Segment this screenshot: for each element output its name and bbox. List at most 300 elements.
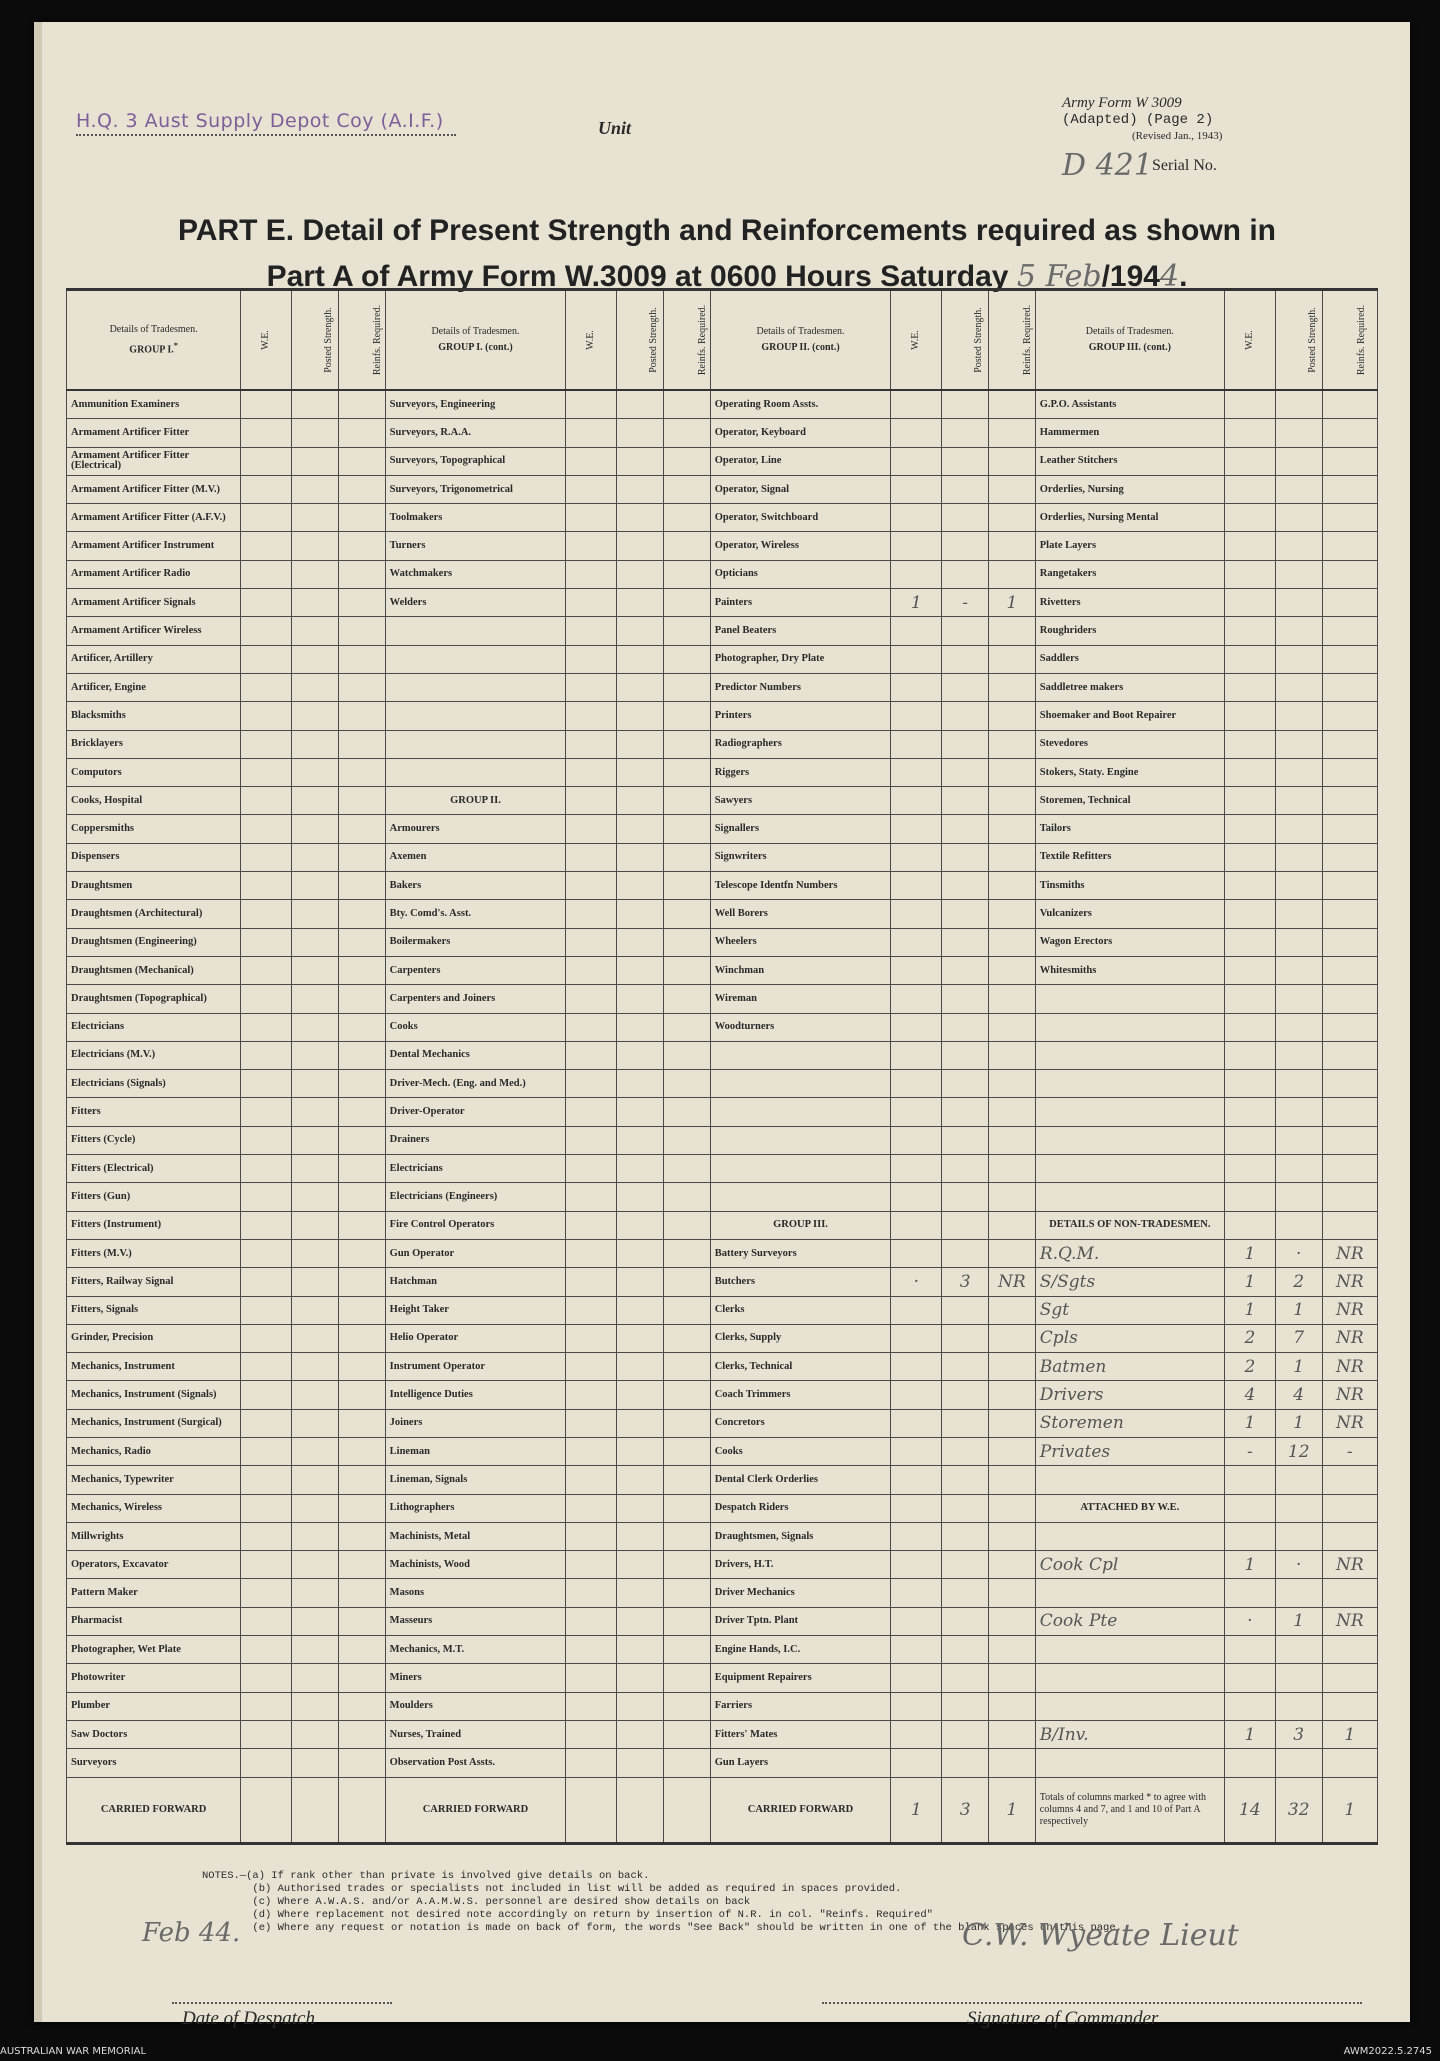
count-cell [1224, 1664, 1275, 1692]
count-cell [292, 985, 339, 1013]
count-cell [663, 900, 710, 928]
table-row [67, 730, 1378, 758]
count-cell [663, 1183, 710, 1211]
count-cell [663, 1466, 710, 1494]
count-cell [1275, 1070, 1322, 1098]
count-cell [566, 1579, 617, 1607]
trade-cell: Coppersmiths [67, 815, 241, 843]
count-cell [663, 1551, 710, 1579]
count-cell [891, 815, 942, 843]
count-cell [989, 1409, 1036, 1437]
count-cell [1275, 872, 1322, 900]
count-cell [663, 1211, 710, 1239]
count-cell [292, 1183, 339, 1211]
count-cell: 3 [942, 1268, 989, 1296]
count-cell [292, 1720, 339, 1748]
despatch-label: Date of Despatch [182, 2008, 315, 2029]
trade-cell: Armament Artificer Wireless [67, 617, 241, 645]
count-cell [663, 985, 710, 1013]
count-cell [1275, 1579, 1322, 1607]
header-group-label [1040, 343, 1220, 353]
count-cell [292, 1466, 339, 1494]
count-cell [338, 1098, 385, 1126]
table-row [67, 1268, 1378, 1296]
serial-label: Serial No. [1152, 157, 1217, 174]
table-row [67, 617, 1378, 645]
count-cell [1275, 956, 1322, 984]
carried-forward-label: CARRIED FORWARD [385, 1777, 566, 1843]
unit-label: Unit [598, 118, 632, 138]
count-cell [292, 730, 339, 758]
count-cell [891, 985, 942, 1013]
trade-cell [1035, 1692, 1224, 1720]
count-cell [292, 1041, 339, 1069]
trade-cell: Draughtsmen (Topographical) [67, 985, 241, 1013]
trade-cell: Fitters, Railway Signal [67, 1268, 241, 1296]
trade-cell: Mechanics, Instrument (Surgical) [67, 1409, 241, 1437]
count-cell [292, 504, 339, 532]
count-cell [663, 1409, 710, 1437]
count-cell [292, 419, 339, 447]
count-cell [617, 1636, 664, 1664]
count-cell [891, 617, 942, 645]
trade-cell: ATTACHED BY W.E. [1035, 1494, 1224, 1522]
count-cell [566, 1013, 617, 1041]
count-cell [663, 1041, 710, 1069]
trade-cell: Printers [710, 702, 891, 730]
table-row [67, 447, 1378, 475]
count-cell [891, 872, 942, 900]
count-cell [241, 1692, 292, 1720]
table-row [67, 1437, 1378, 1465]
year-handwritten: 4 [1159, 259, 1180, 294]
trade-cell [1035, 1070, 1224, 1098]
count-cell [989, 419, 1036, 447]
count-cell: - [1224, 1437, 1275, 1465]
count-cell [338, 1268, 385, 1296]
count-cell [566, 1183, 617, 1211]
count-cell [989, 1664, 1036, 1692]
count-cell [1322, 560, 1377, 588]
trade-cell: Carpenters [385, 956, 566, 984]
count-cell [1322, 1522, 1377, 1550]
count-cell [1322, 1636, 1377, 1664]
count-cell [566, 1692, 617, 1720]
count-cell [1322, 532, 1377, 560]
trade-cell: Wagon Erectors [1035, 928, 1224, 956]
despatch-line [172, 2002, 392, 2004]
count-cell [566, 1098, 617, 1126]
count-cell [1224, 1155, 1275, 1183]
count-cell [1322, 1579, 1377, 1607]
note-c: (c) Where A.W.A.S. and/or A.A.M.W.S. personnel are desired show details on back [202, 1896, 751, 1908]
count-cell [891, 1013, 942, 1041]
trade-cell [385, 702, 566, 730]
count-cell [566, 532, 617, 560]
count-cell [1322, 1070, 1377, 1098]
trade-cell: Driver-Operator [385, 1098, 566, 1126]
count-cell [338, 1155, 385, 1183]
table-row [67, 589, 1378, 617]
count-cell [338, 532, 385, 560]
signature-label: Signature of Commander [967, 2008, 1159, 2029]
count-cell [1322, 1183, 1377, 1211]
trade-cell: Moulders [385, 1692, 566, 1720]
header-reinfs [989, 290, 1036, 391]
count-cell [617, 447, 664, 475]
count-cell [942, 1239, 989, 1267]
trade-cell: Panel Beaters [710, 617, 891, 645]
table-row [67, 843, 1378, 871]
count-cell [891, 1155, 942, 1183]
count-cell [942, 1381, 989, 1409]
count-cell [566, 1126, 617, 1154]
count-cell [891, 475, 942, 503]
count-cell [942, 1041, 989, 1069]
table-row [67, 645, 1378, 673]
count-cell [942, 1749, 989, 1777]
trade-cell: R.Q.M. [1035, 1239, 1224, 1267]
trade-cell: Sawyers [710, 787, 891, 815]
count-cell [1322, 872, 1377, 900]
count-cell [1275, 504, 1322, 532]
trade-cell: Dental Clerk Orderlies [710, 1466, 891, 1494]
trade-cell: Draughtsmen (Mechanical) [67, 956, 241, 984]
count-cell [292, 787, 339, 815]
archive-ref: AWM2022.5.2745 [1343, 2046, 1432, 2057]
count-cell [663, 475, 710, 503]
table-row [67, 1692, 1378, 1720]
count-cell: 2 [1224, 1353, 1275, 1381]
count-cell [989, 730, 1036, 758]
count-cell [942, 447, 989, 475]
count-cell [989, 787, 1036, 815]
trade-cell [385, 645, 566, 673]
trade-cell: Mechanics, M.T. [385, 1636, 566, 1664]
trade-cell: G.P.O. Assistants [1035, 390, 1224, 419]
trade-cell [710, 1183, 891, 1211]
trade-cell: Electricians (Engineers) [385, 1183, 566, 1211]
count-cell [1224, 589, 1275, 617]
trade-cell [710, 1070, 891, 1098]
table-row [67, 1211, 1378, 1239]
count-cell [663, 617, 710, 645]
count-cell [241, 617, 292, 645]
count-cell [566, 447, 617, 475]
count-cell: 1 [1224, 1239, 1275, 1267]
count-cell [241, 1749, 292, 1777]
count-cell: NR [1322, 1381, 1377, 1409]
count-cell [942, 1324, 989, 1352]
count-cell [942, 1183, 989, 1211]
count-cell [989, 1155, 1036, 1183]
header-we [1224, 290, 1275, 391]
count-cell [663, 532, 710, 560]
trade-cell: Tailors [1035, 815, 1224, 843]
trade-cell: Masons [385, 1579, 566, 1607]
header-group-label [71, 341, 236, 355]
count-cell [241, 1098, 292, 1126]
count-cell: 3 [1275, 1720, 1322, 1748]
count-cell [1322, 787, 1377, 815]
count-cell [989, 1692, 1036, 1720]
count-cell [1275, 702, 1322, 730]
trade-cell: Draughtsmen, Signals [710, 1522, 891, 1550]
count-cell [292, 1239, 339, 1267]
trade-cell: Plate Layers [1035, 532, 1224, 560]
form-sheet [34, 22, 1410, 2029]
count-cell [566, 1494, 617, 1522]
count-cell [617, 1522, 664, 1550]
trade-cell: Dispensers [67, 843, 241, 871]
count-cell [292, 1296, 339, 1324]
count-cell [989, 475, 1036, 503]
trade-cell: Privates [1035, 1437, 1224, 1465]
count-cell [1275, 1183, 1322, 1211]
count-cell: NR [1322, 1296, 1377, 1324]
trade-cell: Joiners [385, 1409, 566, 1437]
count-cell [292, 1098, 339, 1126]
count-cell [292, 390, 339, 419]
table-row [67, 1041, 1378, 1069]
count-cell [241, 1522, 292, 1550]
trade-cell: Observation Post Assts. [385, 1749, 566, 1777]
count-cell [891, 928, 942, 956]
count-cell [1275, 475, 1322, 503]
count-cell [292, 1353, 339, 1381]
count-cell [663, 447, 710, 475]
count-cell [1322, 1098, 1377, 1126]
trade-cell: Saw Doctors [67, 1720, 241, 1748]
trade-cell: Orderlies, Nursing Mental [1035, 504, 1224, 532]
trade-cell: Operator, Wireless [710, 532, 891, 560]
trade-cell: Textile Refitters [1035, 843, 1224, 871]
trade-cell: Photographer, Wet Plate [67, 1636, 241, 1664]
count-cell [292, 1324, 339, 1352]
header-reinfs-text: Reinfs. Required. [1355, 304, 1367, 376]
count-cell: 4 [1275, 1381, 1322, 1409]
count-cell [566, 1466, 617, 1494]
count-cell [989, 1239, 1036, 1267]
count-cell [1322, 589, 1377, 617]
count-cell [617, 1296, 664, 1324]
count-cell [989, 532, 1036, 560]
count-cell [1322, 1041, 1377, 1069]
count-cell [617, 1098, 664, 1126]
trade-cell: Draughtsmen (Architectural) [67, 900, 241, 928]
header-we [241, 290, 292, 391]
count-cell [566, 1211, 617, 1239]
count-cell [1275, 1126, 1322, 1154]
group-label-text: GROUP I. (cont.) [438, 342, 513, 353]
trade-cell: Operator, Signal [710, 475, 891, 503]
count-cell [338, 1183, 385, 1211]
trade-cell: Pattern Maker [67, 1579, 241, 1607]
header-we [891, 290, 942, 391]
count-cell [617, 956, 664, 984]
header-posted-text: Posted Strength. [648, 307, 660, 373]
count-cell [989, 956, 1036, 984]
trade-cell: Lineman, Signals [385, 1466, 566, 1494]
trade-cell: Electricians (M.V.) [67, 1041, 241, 1069]
trade-cell: Concretors [710, 1409, 891, 1437]
count-cell [338, 758, 385, 786]
count-cell [292, 617, 339, 645]
trade-cell: Drainers [385, 1126, 566, 1154]
count-cell [338, 872, 385, 900]
count-cell [663, 730, 710, 758]
count-cell [891, 1381, 942, 1409]
count-cell [338, 1494, 385, 1522]
trade-cell: Surveyors, Engineering [385, 390, 566, 419]
trade-cell: Driver Tptn. Plant [710, 1607, 891, 1635]
count-cell [241, 730, 292, 758]
count-cell [942, 985, 989, 1013]
count-cell [942, 673, 989, 701]
count-cell [292, 1749, 339, 1777]
count-cell [891, 730, 942, 758]
count-cell [338, 1466, 385, 1494]
count-cell [942, 1466, 989, 1494]
trade-cell: Drivers, H.T. [710, 1551, 891, 1579]
header-group-3-cont [1035, 290, 1224, 391]
count-cell [1275, 1466, 1322, 1494]
count-cell [891, 1551, 942, 1579]
count-cell [1275, 730, 1322, 758]
count-cell [663, 1126, 710, 1154]
count-cell [292, 1494, 339, 1522]
count-cell: 1 [1224, 1268, 1275, 1296]
count-cell [891, 390, 942, 419]
table-row [67, 475, 1378, 503]
note-b: (b) Authorised trades or specialists not included in list will be added as required in spaces provided. [202, 1883, 902, 1895]
header-reinfs-text: Reinfs. Required. [1022, 304, 1034, 376]
header-details-label: Details of Tradesmen. [431, 326, 520, 337]
count-cell [942, 1098, 989, 1126]
trade-cell: Whitesmiths [1035, 956, 1224, 984]
count-cell: NR [1322, 1551, 1377, 1579]
header-group-1 [67, 290, 241, 391]
count-cell [1322, 673, 1377, 701]
army-form-adapted: (Adapted) (Page 2) [1062, 112, 1214, 128]
trade-cell: Photographer, Dry Plate [710, 645, 891, 673]
header-we-text: W.E. [1243, 330, 1255, 350]
count-cell [566, 1607, 617, 1635]
trade-cell: GROUP III. [710, 1211, 891, 1239]
count-cell [617, 1551, 664, 1579]
table-row [67, 928, 1378, 956]
count-cell [566, 956, 617, 984]
count-cell [891, 1183, 942, 1211]
count-cell [942, 504, 989, 532]
trade-cell: Surveyors, Trigonometrical [385, 475, 566, 503]
count-cell [617, 1324, 664, 1352]
table-row [67, 702, 1378, 730]
count-cell [338, 673, 385, 701]
trade-cell: Turners [385, 532, 566, 560]
count-cell [1275, 617, 1322, 645]
count-cell [989, 1522, 1036, 1550]
trade-cell [710, 1041, 891, 1069]
count-cell [566, 1239, 617, 1267]
trade-cell: Mechanics, Radio [67, 1437, 241, 1465]
count-cell [241, 1664, 292, 1692]
trade-cell: Machinists, Metal [385, 1522, 566, 1550]
count-cell [292, 702, 339, 730]
header-details-label: Details of Tradesmen. [756, 326, 845, 337]
count-cell [241, 1494, 292, 1522]
count-cell [617, 1409, 664, 1437]
trade-cell: Nurses, Trained [385, 1720, 566, 1748]
table-row [67, 1098, 1378, 1126]
count-cell [663, 1155, 710, 1183]
trade-cell: Fitters [67, 1098, 241, 1126]
total-we: 14 [1224, 1777, 1275, 1843]
trade-cell: Draughtsmen [67, 872, 241, 900]
count-cell: NR [989, 1268, 1036, 1296]
count-cell [663, 1324, 710, 1352]
count-cell [1322, 1692, 1377, 1720]
note-d: (d) Where replacement not desired note accordingly on return by insertion of N.R. in col. "Reinfs. Required" [202, 1909, 933, 1921]
count-cell [241, 390, 292, 419]
count-cell [292, 1070, 339, 1098]
table-row [67, 787, 1378, 815]
count-cell [241, 419, 292, 447]
count-cell [942, 787, 989, 815]
count-cell [241, 985, 292, 1013]
count-cell [891, 1437, 942, 1465]
count-cell [1322, 419, 1377, 447]
count-cell [241, 504, 292, 532]
count-cell [942, 617, 989, 645]
group-label-text: GROUP III. (cont.) [1088, 342, 1171, 353]
count-cell [241, 928, 292, 956]
trade-cell: Gun Operator [385, 1239, 566, 1267]
count-cell [989, 1183, 1036, 1211]
count-cell: NR [1322, 1239, 1377, 1267]
count-cell [566, 1551, 617, 1579]
count-cell [663, 1579, 710, 1607]
count-cell [1275, 1098, 1322, 1126]
count-cell [338, 1522, 385, 1550]
trade-cell [385, 758, 566, 786]
table-row [67, 1579, 1378, 1607]
count-cell [566, 589, 617, 617]
count-cell [663, 1494, 710, 1522]
count-cell [338, 1013, 385, 1041]
count-cell [942, 702, 989, 730]
count-cell [292, 1155, 339, 1183]
header-we-text: W.E. [585, 330, 597, 350]
count-cell [942, 872, 989, 900]
trade-cell: Equipment Repairers [710, 1664, 891, 1692]
trade-cell: Wheelers [710, 928, 891, 956]
trade-cell [1035, 1183, 1224, 1211]
trade-cell: Driver Mechanics [710, 1579, 891, 1607]
count-cell [338, 589, 385, 617]
trade-cell: Blacksmiths [67, 702, 241, 730]
count-cell [617, 1268, 664, 1296]
table-row [67, 1664, 1378, 1692]
count-cell [292, 1522, 339, 1550]
count-cell [292, 645, 339, 673]
count-cell [566, 617, 617, 645]
trade-cell: Saddletree makers [1035, 673, 1224, 701]
count-cell [942, 1636, 989, 1664]
count-cell [617, 1211, 664, 1239]
trade-cell: Armament Artificer Fitter (Electrical) [67, 447, 241, 475]
count-cell [338, 1409, 385, 1437]
